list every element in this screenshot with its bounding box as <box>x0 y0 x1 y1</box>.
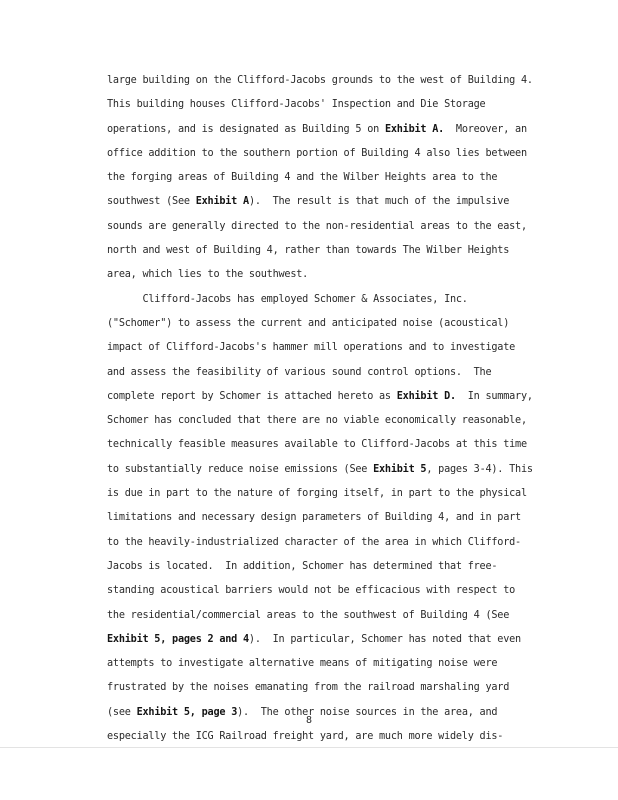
exhibit-reference: Exhibit 5 <box>373 463 427 475</box>
text-line <box>107 69 577 93</box>
text-line <box>107 288 577 312</box>
text-segment: ). In particular, Schomer has noted that even <box>248 633 521 645</box>
text-line <box>107 166 577 190</box>
text-segment: north and west of Building 4, rather than towards The Wilber Heights <box>107 245 510 257</box>
body-text <box>107 69 577 749</box>
text-line <box>107 93 577 117</box>
text-segment: limitations and necessary design parameters of Building 4, and in part <box>107 512 521 524</box>
text-line <box>107 385 577 409</box>
text-line <box>107 579 577 603</box>
text-line <box>107 409 577 433</box>
text-segment: Schomer has concluded that there are no viable economically reasonable, <box>107 415 527 427</box>
text-line <box>107 676 577 700</box>
text-segment: ). The result is that much of the impulsive <box>248 196 510 208</box>
text-line <box>107 458 577 482</box>
exhibit-reference: Exhibit A. <box>384 123 445 135</box>
text-segment: and assess the feasibility of various sound control options. The <box>107 366 492 378</box>
text-line <box>107 482 577 506</box>
text-line <box>107 312 577 336</box>
text-segment: the residential/commercial areas to the southwest of Building 4 (See <box>107 609 510 621</box>
text-line <box>107 263 577 287</box>
text-segment: This building houses Clifford-Jacobs' Inspection and Die Storage <box>107 99 486 111</box>
text-segment: standing acoustical barriers would not be efficacious with respect to <box>107 585 516 597</box>
text-line <box>107 336 577 360</box>
text-segment: (see <box>107 706 137 718</box>
text-line <box>107 531 577 555</box>
text-segment: ("Schomer") to assess the current and anticipated noise (acoustical) <box>107 317 510 329</box>
text-segment: Moreover, an <box>444 123 527 135</box>
text-segment: technically feasible measures available to Clifford-Jacobs at this time <box>107 439 527 451</box>
exhibit-reference: Exhibit 5, page 3 <box>136 706 238 718</box>
text-segment: Clifford-Jacobs has employed Schomer & Associates, Inc. <box>107 293 468 305</box>
text-line <box>107 604 577 628</box>
text-segment: southwest (See <box>107 196 196 208</box>
text-line <box>107 215 577 239</box>
text-line <box>107 506 577 530</box>
text-line <box>107 433 577 457</box>
text-segment: , pages 3-4). This <box>426 463 533 475</box>
text-line <box>107 652 577 676</box>
text-line <box>107 142 577 166</box>
text-line <box>107 239 577 263</box>
text-segment: to substantially reduce noise emissions (See <box>107 463 374 475</box>
exhibit-reference: Exhibit A <box>195 196 249 208</box>
text-segment: to the heavily-industrialized character of the area in which Clifford- <box>107 536 521 548</box>
text-segment: is due in part to the nature of forging itself, in part to the physical <box>107 488 527 500</box>
text-segment: ). The other noise sources in the area, and <box>237 706 498 718</box>
text-segment: complete report by Schomer is attached hereto as <box>107 390 397 402</box>
exhibit-reference: Exhibit D. <box>396 390 456 402</box>
text-segment: operations, and is designated as Building 5 on <box>107 123 385 135</box>
text-segment: frustrated by the noises emanating from the railroad marshaling yard <box>107 682 510 694</box>
text-line <box>107 628 577 652</box>
exhibit-reference: Exhibit 5, pages 2 and 4 <box>107 633 249 645</box>
text-segment: impact of Clifford-Jacobs's hammer mill operations and to investigate <box>107 342 516 354</box>
text-line <box>107 118 577 142</box>
text-segment: sounds are generally directed to the non-residential areas to the east, <box>107 220 527 232</box>
text-line <box>107 361 577 385</box>
text-line <box>107 555 577 579</box>
text-line <box>107 725 577 749</box>
text-line <box>107 190 577 214</box>
page-bottom-rule <box>0 747 618 748</box>
page-number: 8 <box>305 715 313 726</box>
text-segment: Jacobs is located. In addition, Schomer has determined that free- <box>107 560 498 572</box>
text-segment: office addition to the southern portion of Building 4 also lies between <box>107 147 527 159</box>
text-segment: especially the ICG Railroad freight yard, are much more widely dis- <box>107 731 504 743</box>
text-segment: attempts to investigate alternative means of mitigating noise were <box>107 658 498 670</box>
text-segment: large building on the Clifford-Jacobs grounds to the west of Building 4. <box>107 75 533 86</box>
text-segment: In summary, <box>455 390 533 402</box>
text-segment: the forging areas of Building 4 and the Wilber Heights area to the <box>107 172 498 184</box>
text-segment: area, which lies to the southwest. <box>107 269 309 281</box>
